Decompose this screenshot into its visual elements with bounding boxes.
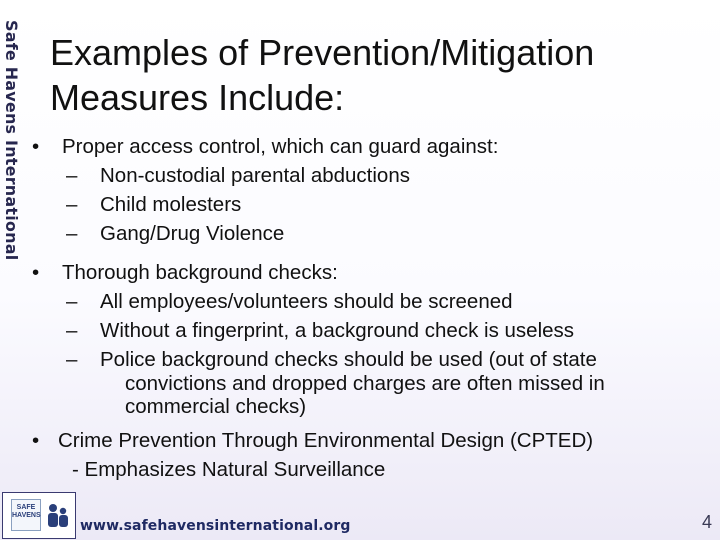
dash-marker: – [66,222,78,245]
bullet-marker: • [32,429,40,452]
sub-bullet [66,290,513,314]
sub-bullet-text: Child molesters [100,193,242,216]
page-number: 4 [701,512,712,532]
dash-marker: – [66,319,78,342]
bullet-text: Proper access control, which can guard against: [62,135,499,158]
people-icon [45,501,71,531]
sub-bullet-continuation: commercial checks) [125,395,307,418]
sub-bullet-continuation: convictions and dropped charges are often missed in [125,372,605,395]
bullet-marker: • [32,135,40,158]
bullet-continuation: - Emphasizes Natural Surveillance [72,458,386,481]
dash-marker: – [66,164,78,187]
sub-bullet-text: Police background checks should be used (out of state [100,348,597,371]
dash-marker: – [66,290,78,313]
sub-bullet-text: Without a fingerprint, a background check is useless [100,319,575,342]
sub-bullet-text: Non-custodial parental abductions [100,164,410,187]
footer-url: www.safehavensinternational.org [80,518,351,534]
sub-bullet [66,222,284,246]
safe-havens-logo [2,492,76,539]
sub-bullet [66,348,597,372]
title-line-2: Measures Include: [50,77,345,118]
bullet-text: Thorough background checks: [62,261,338,284]
bullet-access-control [32,135,498,159]
title-line-1: Examples of Prevention/Mitigation [50,32,595,73]
dash-marker: – [66,193,78,216]
bullet-background-checks [32,261,338,285]
bullet-cpted [32,429,593,453]
sub-bullet [66,164,410,188]
bullet-marker: • [32,261,40,284]
sub-bullet [66,193,241,217]
dash-marker: – [66,348,78,371]
side-brand-text: Safe Havens International [2,20,21,261]
sub-bullet [66,319,574,343]
sub-bullet-text: Gang/Drug Violence [100,222,285,245]
house-icon: SAFE HAVENS [11,499,41,531]
bullet-text: Crime Prevention Through Environmental Design (CPTED) [58,429,594,452]
sub-bullet-text: All employees/volunteers should be screened [100,290,513,313]
